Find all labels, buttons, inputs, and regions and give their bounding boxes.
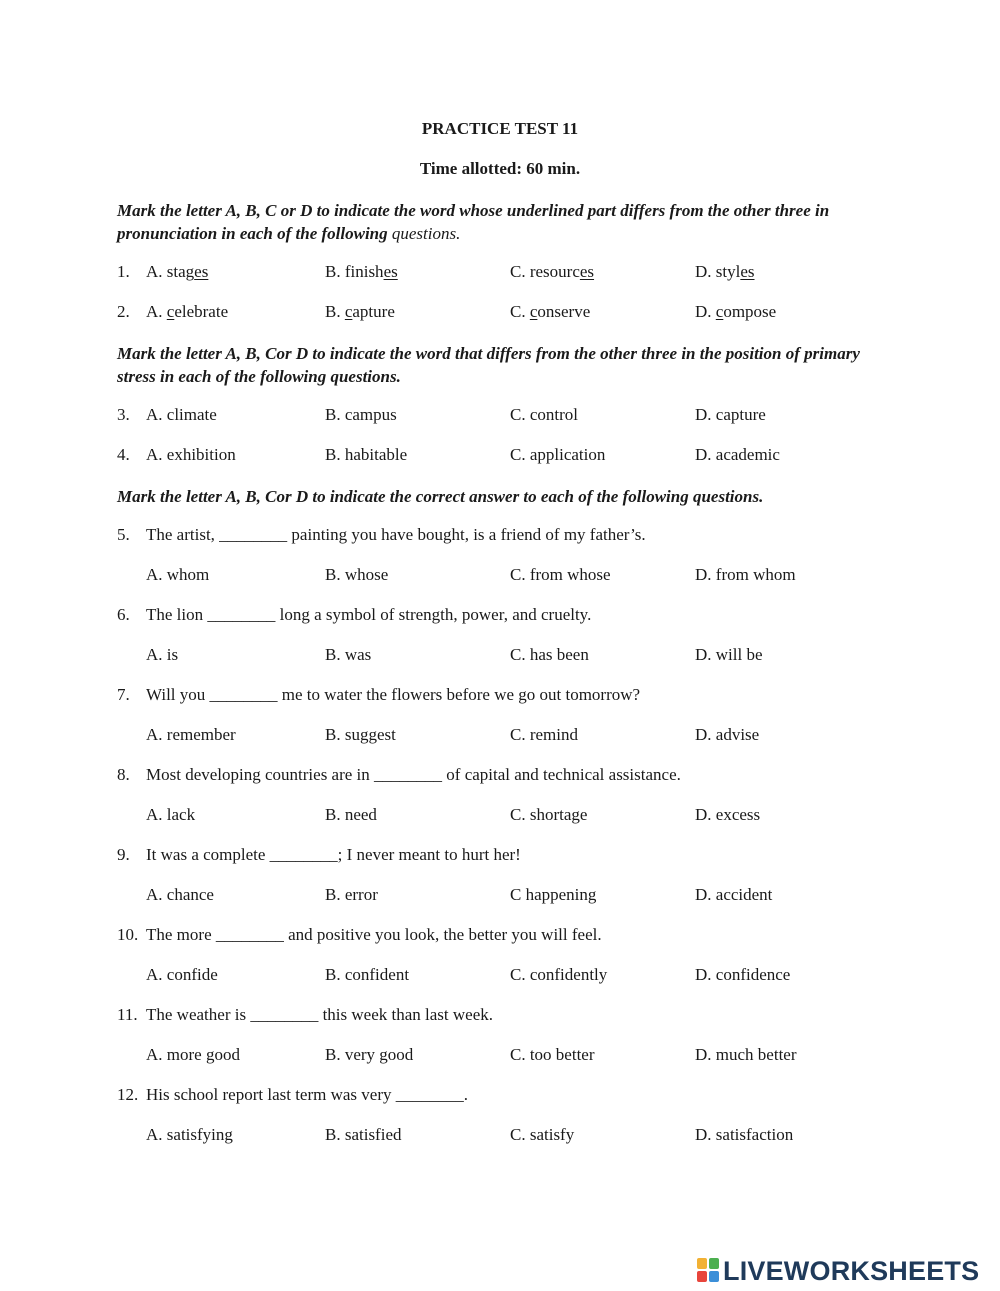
option-d[interactable]: D. confidence — [695, 965, 791, 984]
question-6 — [0, 605, 1000, 629]
question-8 — [0, 765, 1000, 789]
question-number: 2. — [117, 302, 130, 321]
option-c[interactable]: C. application — [510, 445, 606, 464]
option-d[interactable]: D. advise — [695, 725, 760, 744]
option-b[interactable]: B. suggest — [325, 725, 396, 744]
option-b[interactable]: B. satisfied — [325, 1125, 402, 1144]
question-number: 3. — [117, 405, 130, 424]
option-a[interactable]: A. stages — [146, 262, 209, 281]
question-number: 11. — [117, 1005, 138, 1024]
question-number: 4. — [117, 445, 130, 464]
question-number: 8. — [117, 765, 130, 784]
instruction-pronunciation-tail: questions. — [391, 224, 461, 243]
question-10-options — [0, 965, 1000, 989]
question-10 — [0, 925, 1000, 949]
option-b[interactable]: B. campus — [325, 405, 397, 424]
option-b[interactable]: B. very good — [325, 1045, 414, 1064]
question-number: 12. — [117, 1085, 139, 1104]
question-11 — [0, 1005, 1000, 1029]
option-c[interactable]: C. resources — [510, 262, 595, 281]
question-12-options — [0, 1125, 1000, 1149]
option-c[interactable]: C. has been — [510, 645, 589, 664]
option-b[interactable]: B. error — [325, 885, 378, 904]
option-a[interactable]: A. whom — [146, 565, 210, 584]
option-c[interactable]: C. shortage — [510, 805, 588, 824]
instruction-pronunciation-text: Mark the letter A, B, C or D to indicate the word whose underlined part differs from the other three in pronunciation in each of the following — [117, 201, 830, 243]
question-9 — [0, 845, 1000, 869]
question-stem: Most developing countries are in ________ of capital and technical assistance. — [146, 765, 681, 784]
option-c[interactable]: C. remind — [510, 725, 578, 744]
liveworksheets-logo-icon — [697, 1258, 719, 1282]
option-c[interactable]: C. from whose — [510, 565, 611, 584]
question-3 — [0, 405, 1000, 429]
option-d[interactable]: D. excess — [695, 805, 761, 824]
question-stem: Will you ________ me to water the flowers before we go out tomorrow? — [146, 685, 641, 704]
option-a[interactable]: A. climate — [146, 405, 217, 424]
liveworksheets-logo[interactable] — [697, 1257, 997, 1285]
option-b[interactable]: B. finishes — [325, 262, 398, 281]
option-a[interactable]: A. satisfying — [146, 1125, 233, 1144]
option-d[interactable]: D. capture — [695, 405, 766, 424]
option-a[interactable]: A. exhibition — [146, 445, 236, 464]
option-c[interactable]: C. confidently — [510, 965, 608, 984]
question-5-options — [0, 565, 1000, 589]
option-c[interactable]: C. conserve — [510, 302, 591, 321]
option-c[interactable]: C. satisfy — [510, 1125, 575, 1144]
option-b[interactable]: B. whose — [325, 565, 389, 584]
question-11-options — [0, 1045, 1000, 1069]
option-c[interactable]: C. control — [510, 405, 578, 424]
option-a[interactable]: A. chance — [146, 885, 214, 904]
option-d[interactable]: D. styles — [695, 262, 755, 281]
option-d[interactable]: D. compose — [695, 302, 777, 321]
question-number: 5. — [117, 525, 130, 544]
question-4 — [0, 445, 1000, 469]
question-2 — [0, 302, 1000, 326]
page-title: PRACTICE TEST 11 — [421, 119, 579, 138]
question-6-options — [0, 645, 1000, 669]
logo-text: LIVEWORKSHEETS — [723, 1256, 980, 1286]
option-d[interactable]: D. much better — [695, 1045, 797, 1064]
question-stem: His school report last term was very ________. — [146, 1085, 468, 1104]
instruction-stress: Mark the letter A, B, Cor D to indicate the word that differs from the other three in the position of primary stress in each of the following questions. — [117, 344, 860, 386]
question-number: 10. — [117, 925, 139, 944]
option-d[interactable]: D. satisfaction — [695, 1125, 794, 1144]
option-c[interactable]: C happening — [510, 885, 597, 904]
question-stem: The lion ________ long a symbol of strength, power, and cruelty. — [146, 605, 592, 624]
question-number: 1. — [117, 262, 130, 281]
question-7-options — [0, 725, 1000, 749]
option-d[interactable]: D. will be — [695, 645, 763, 664]
option-d[interactable]: D. academic — [695, 445, 780, 464]
time-allotted: Time allotted: 60 min. — [419, 159, 581, 178]
option-d[interactable]: D. from whom — [695, 565, 796, 584]
question-stem: The more ________ and positive you look, the better you will feel. — [146, 925, 602, 944]
option-a[interactable]: A. celebrate — [146, 302, 229, 321]
question-7 — [0, 685, 1000, 709]
question-number: 6. — [117, 605, 130, 624]
option-a[interactable]: A. remember — [146, 725, 236, 744]
question-stem: It was a complete ________; I never meant to hurt her! — [146, 845, 521, 864]
question-number: 7. — [117, 685, 130, 704]
option-b[interactable]: B. habitable — [325, 445, 408, 464]
question-8-options — [0, 805, 1000, 829]
option-a[interactable]: A. lack — [146, 805, 196, 824]
question-9-options — [0, 885, 1000, 909]
question-stem: The artist, ________ painting you have bought, is a friend of my father’s. — [146, 525, 646, 544]
question-1 — [0, 262, 1000, 286]
option-a[interactable]: A. confide — [146, 965, 218, 984]
instruction-grammar: Mark the letter A, B, Cor D to indicate the correct answer to each of the following questions. — [117, 487, 764, 506]
question-5 — [0, 525, 1000, 549]
question-number: 9. — [117, 845, 130, 864]
instruction-pronunciation — [117, 199, 887, 245]
option-b[interactable]: B. capture — [325, 302, 395, 321]
option-d[interactable]: D. accident — [695, 885, 773, 904]
option-b[interactable]: B. confident — [325, 965, 410, 984]
question-stem: The weather is ________ this week than last week. — [146, 1005, 493, 1024]
option-c[interactable]: C. too better — [510, 1045, 595, 1064]
option-a[interactable]: A. is — [146, 645, 179, 664]
question-12 — [0, 1085, 1000, 1109]
option-b[interactable]: B. was — [325, 645, 372, 664]
option-a[interactable]: A. more good — [146, 1045, 240, 1064]
option-b[interactable]: B. need — [325, 805, 377, 824]
